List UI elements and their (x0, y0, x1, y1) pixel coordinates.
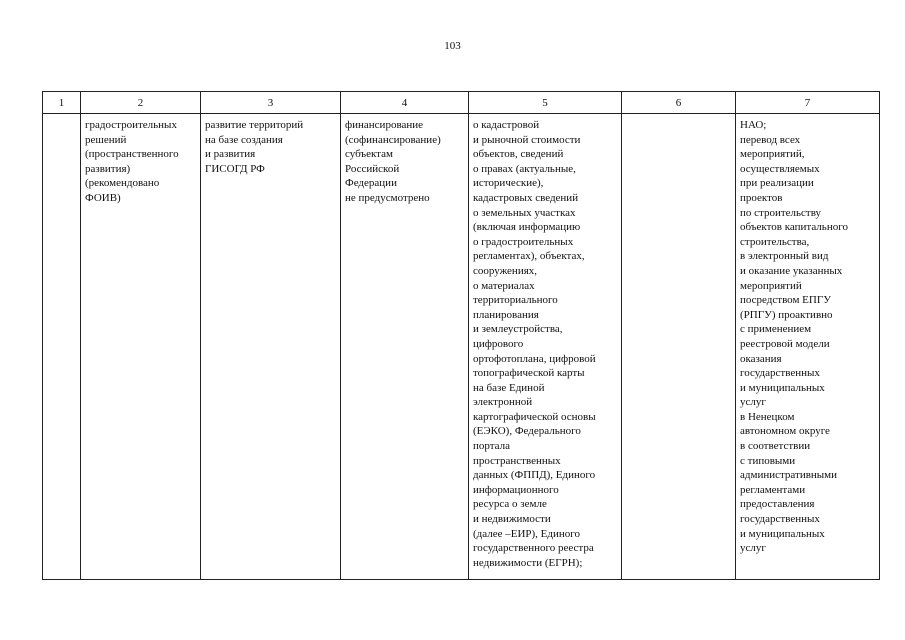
page-number: 103 (444, 40, 461, 52)
column-header-5: 5 (469, 92, 622, 114)
column-header-2: 2 (81, 92, 201, 114)
cell-col2: градостроительных решений (пространственного развития) (рекомендовано ФОИВ) (81, 114, 201, 580)
column-header-1: 1 (43, 92, 81, 114)
column-header-6: 6 (622, 92, 736, 114)
document-table (42, 91, 880, 580)
cell-col6 (622, 114, 736, 580)
cell-col7: НАО; перевод всех мероприятий, осуществляемых при реализации проектов по строительству объектов капитального строительства, в электронный вид и оказание указанных мероприятий посредством ЕПГУ (РПГУ) проактивно с применением реестровой модели оказания государственных и муниципальных услуг в Ненецком автономном округе в соответствии с типовыми административными регламентами предоставления государственных и муниципальных услуг (736, 114, 880, 580)
column-header-4: 4 (341, 92, 469, 114)
column-header-3: 3 (201, 92, 341, 114)
column-header-7: 7 (736, 92, 880, 114)
cell-col5: о кадастровой и рыночной стоимости объектов, сведений о правах (актуальные, исторические), кадастровых сведений о земельных участках (включая информацию о градостроительных регламентах), объектах, сооружениях, о материалах территориального планирования и землеустройства, цифрового ортофотоплана, цифровой топографической карты на базе Единой электронной картографической основы (ЕЭКО), Федерального портала пространственных данных (ФППД), Единого информационного ресурса о земле и недвижимости (далее –ЕИР), Единого государственного реестра недвижимости (ЕГРН); (469, 114, 622, 580)
table-row (43, 114, 880, 580)
cell-col1 (43, 114, 81, 580)
cell-col4: финансирование (софинансирование) субъектам Российской Федерации не предусмотрено (341, 114, 469, 580)
header-row (43, 92, 880, 114)
cell-col3: развитие территорий на базе создания и развития ГИСОГД РФ (201, 114, 341, 580)
